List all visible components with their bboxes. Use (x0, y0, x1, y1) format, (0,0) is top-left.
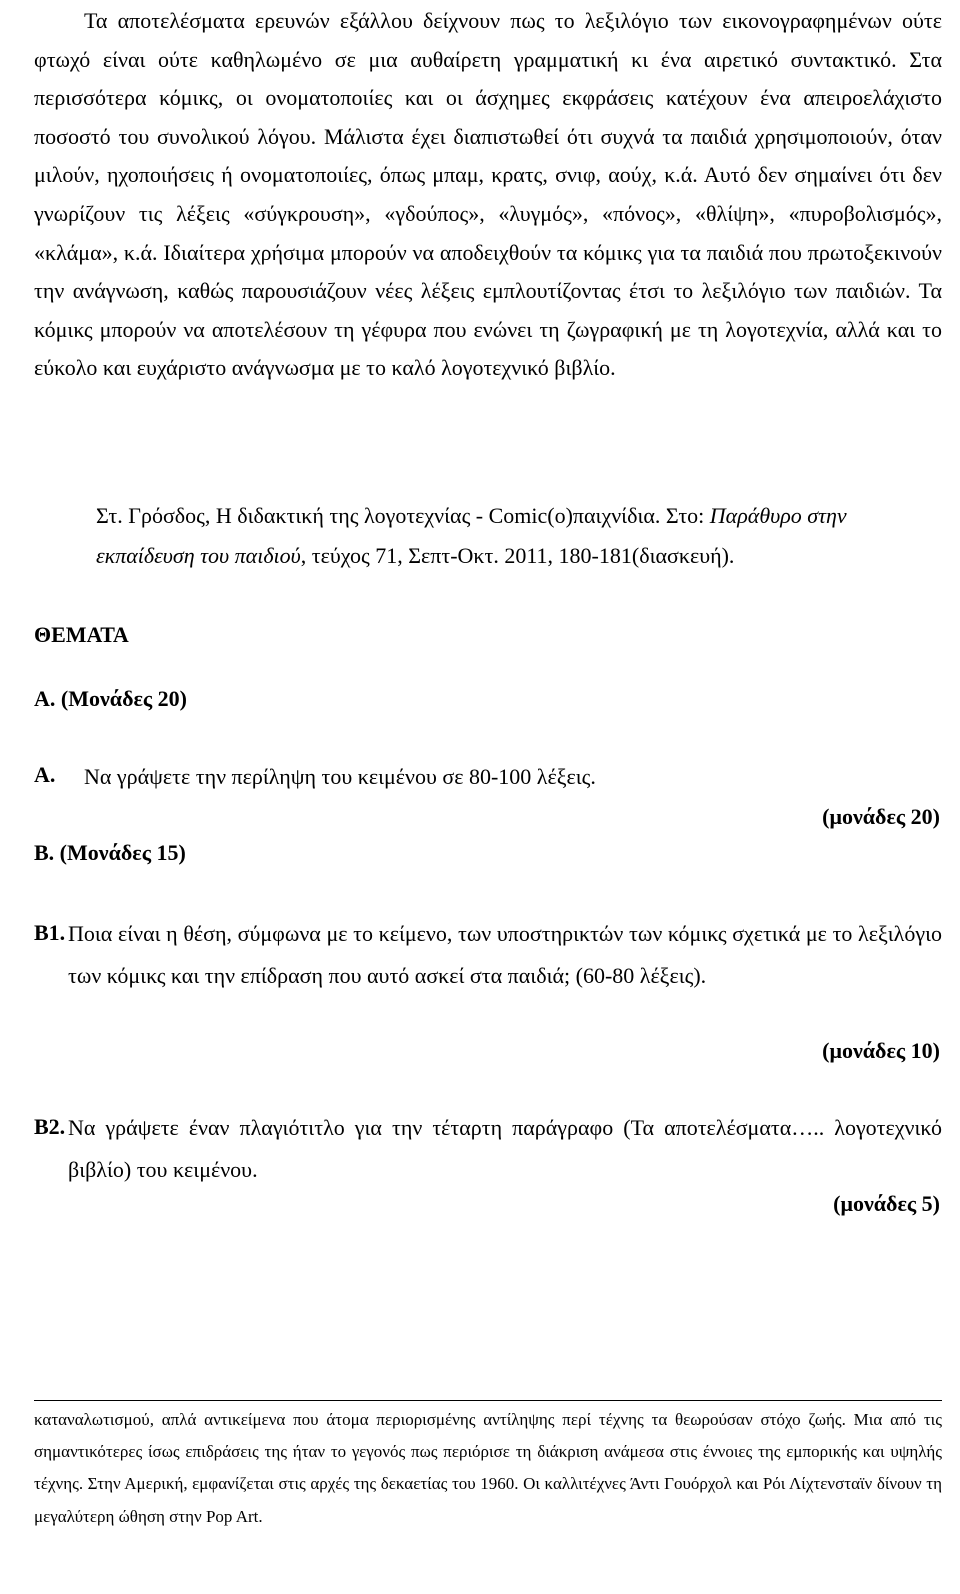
section-b-heading: Β. (Μονάδες 15) (34, 840, 186, 865)
footnote-divider (34, 1400, 942, 1401)
question-b2-marks: (μονάδες 5) (833, 1191, 940, 1216)
citation-part2: , τεύχος 71, Σεπτ-Οκτ. 2011, 180-181(διασκευή). (300, 543, 735, 568)
main-paragraph-text: Τα αποτελέσματα ερευνών εξάλλου δείχνουν πως το λεξιλόγιο των εικονογραφημένων ούτε φτωχό είναι ούτε καθηλωμένο σε μια αυθαίρετη γραμματική κι ένα αιρετικό συντακτικό. Στα περισσότερα κόμικς, οι ονοματοποιίες και οι άσχημες εκφράσεις κατέχουν ένα απειροελάχιστο ποσοστό του συνολικού λόγου. Μάλιστα έχει διαπιστωθεί ότι συχνά τα παιδιά χρησιμοποιούν, όταν μιλούν, ηχοποιήσεις ή ονοματοποιίες, όπως μπαμ, κρατς, σνιφ, αούχ, κ.ά. Αυτό δεν σημαίνει ότι δεν γνωρίζουν τις λέξεις «σύγκρουση», «γδούπος», «λυγμός», «πόνος», «θλίψη», «πυροβολισμός», «κλάμα», κ.ά. Ιδιαίτερα χρήσιμα μπορούν να αποδειχθούν τα κόμικς για τα παιδιά που πρωτοξεκινούν την ανάγνωση, καθώς παρουσιάζουν νέες λέξεις εμπλουτίζοντας έτσι το λεξιλόγιο των παιδιών. Τα κόμικς μπορούν να αποτελέσουν τη γέφυρα που ενώνει τη ζωγραφική με τη λογοτεχνία, αλλά και το εύκολο και ευχάριστο ανάγνωσμα με το καλό λογοτεχνικό βιβλίο. (34, 8, 942, 381)
question-b1-label: Β1. (34, 920, 66, 945)
question-b1-marks: (μονάδες 10) (822, 1038, 940, 1063)
question-b2-text: Να γράψετε έναν πλαγιότιτλο για την τέταρτη παράγραφο (Τα αποτελέσματα….. λογοτεχνικό βιβλίο) του κειμένου. (68, 1115, 942, 1182)
section-a-heading: Α. (Μονάδες 20) (34, 686, 188, 711)
citation-italic-1: Παράθυρο (709, 503, 802, 528)
question-b1-text: Ποια είναι η θέση, σύμφωνα με το κείμενο, των υποστηρικτών των κόμικς σχετικά με το λεξιλόγιο των κόμικς και την επίδραση που αυτό ασκεί στα παιδιά; (60-80 λέξεις). (68, 921, 942, 988)
question-a-label: Α. (34, 762, 56, 787)
citation-part1: Στ. Γρόσδος, Η διδακτική της λογοτεχνίας - Comic(o)παιχνίδια. Στο: (96, 503, 710, 528)
main-paragraph (34, 2, 942, 388)
footnote (34, 1404, 942, 1533)
themes-heading: ΘΕΜΑΤΑ (34, 622, 129, 647)
question-a-text: Να γράψετε την περίληψη του κειμένου σε 80-100 λέξεις. (84, 764, 596, 789)
citation (96, 496, 946, 576)
question-a-marks: (μονάδες 20) (822, 804, 940, 829)
citation-italic-2: στην εκπαίδευση του παιδιού (96, 503, 847, 568)
footnote-text: καταναλωτισμού, απλά αντικείμενα που άτομα περιορισμένης αντίληψης περί τέχνης τα θεωρούσαν στόχο ζωής. Μια από τις σημαντικότερες ίσως επιδράσεις της ήταν το γεγονός πως περιόρισε τη διάκριση ανάμεσα στις έννοιες της εμπορικής και υψηλής τέχνης. Στην Αμερική, εμφανίζεται στις αρχές της δεκαετίας του 1960. Οι καλλιτέχνες Άντι Γουόρχολ και Ρόι Λίχτενσταϊν δίνουν τη μεγαλύτερη ώθηση στην Pop Art. (34, 1410, 942, 1526)
question-b2-label: Β2. (34, 1114, 66, 1139)
